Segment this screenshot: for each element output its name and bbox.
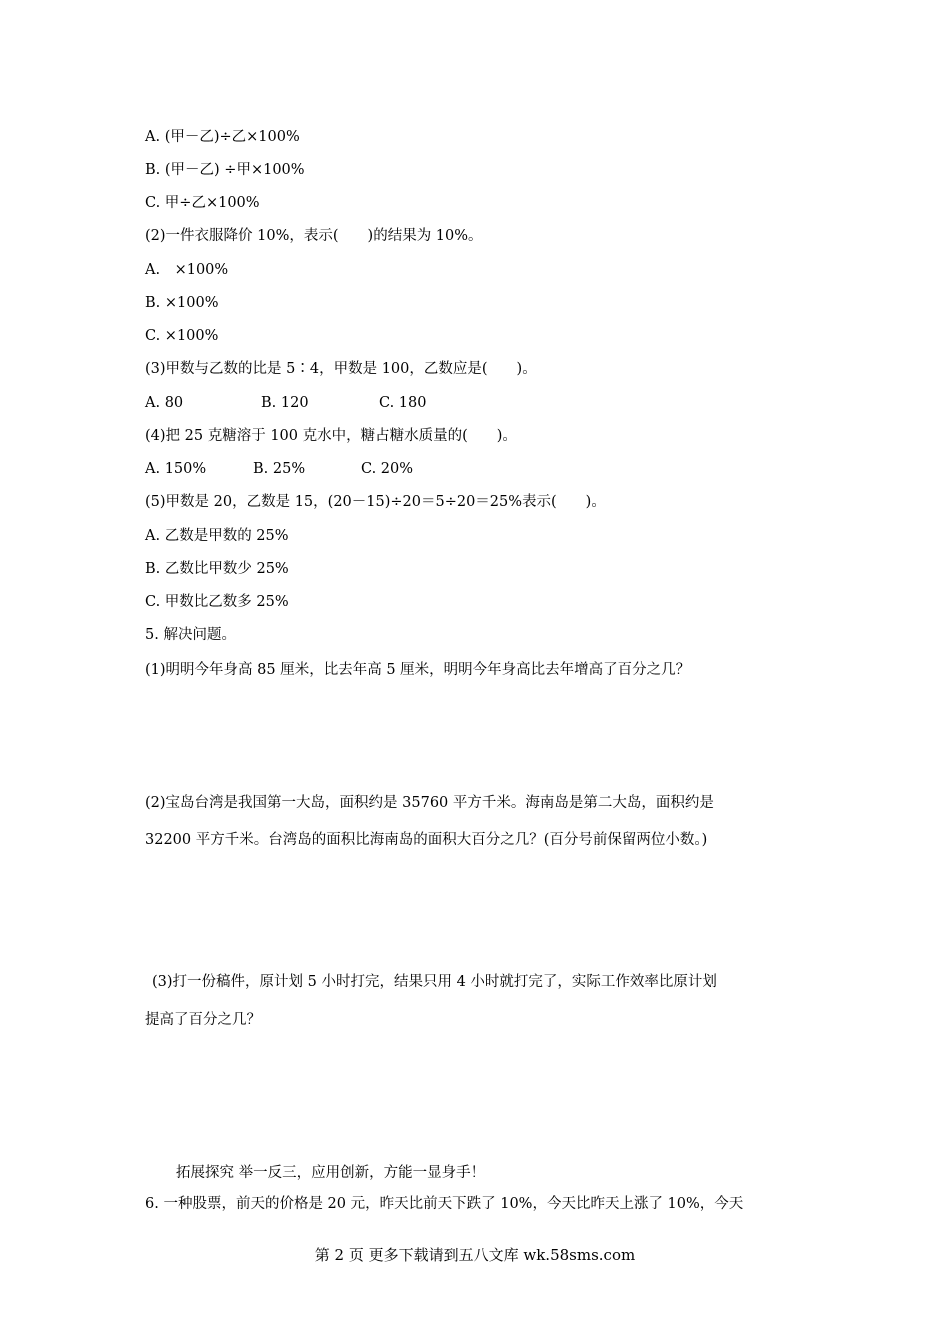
q4-1-option-a: A. (甲－乙)÷乙×100% [145, 129, 300, 145]
q4-3-option-b: B. 120 [261, 395, 309, 411]
q4-4-stem: (4)把 25 克糖溶于 100 克水中，糖占糖水质量的( )。 [145, 428, 517, 444]
q5-title: 5. 解决问题。 [145, 627, 236, 643]
q4-4-option-c: C. 20% [361, 461, 414, 477]
q4-1-option-b: B. (甲－乙) ÷甲×100% [145, 162, 305, 178]
q5-problem-2-line-1: (2)宝岛台湾是我国第一大岛，面积约是 35760 平方千米。海南岛是第二大岛，面积约是 [145, 795, 714, 811]
q4-2-stem: (2)一件衣服降价 10%，表示( )的结果为 10%。 [145, 228, 483, 244]
q4-5-option-b: B. 乙数比甲数少 25% [145, 561, 289, 577]
q4-5-stem: (5)甲数是 20，乙数是 15，(20－15)÷20＝5÷20＝25%表示( )。 [145, 494, 606, 510]
q5-problem-2-line-2: 32200 平方千米。台湾岛的面积比海南岛的面积大百分之几？(百分号前保留两位小数。) [145, 832, 708, 848]
extension-heading: 拓展探究 举一反三，应用创新，方能一显身手！ [176, 1165, 486, 1181]
q5-problem-3-line-2: 提高了百分之几？ [145, 1012, 261, 1028]
q4-4-option-a: A. 150% [145, 461, 207, 477]
q4-2-option-b: B. ×100% [145, 295, 219, 311]
q4-1-option-c: C. 甲÷乙×100% [145, 195, 260, 211]
q4-3-option-c: C. 180 [379, 395, 427, 411]
q4-2-option-c: C. ×100% [145, 328, 219, 344]
q4-3-option-a: A. 80 [145, 395, 184, 411]
q4-2-option-a: A. ×100% [145, 262, 229, 278]
page-footer: 第 2 页 更多下载请到五八文库 wk.58sms.com [314, 1246, 636, 1264]
q4-4-option-b: B. 25% [253, 461, 306, 477]
q4-3-stem: (3)甲数与乙数的比是 5∶4，甲数是 100，乙数应是( )。 [145, 361, 537, 377]
q4-5-option-a: A. 乙数是甲数的 25% [145, 528, 289, 544]
q5-problem-1: (1)明明今年身高 85 厘米，比去年高 5 厘米，明明今年身高比去年增高了百分之几？ [145, 662, 691, 678]
q4-5-option-c: C. 甲数比乙数多 25% [145, 594, 289, 610]
q6-stem: 6. 一种股票，前天的价格是 20 元，昨天比前天下跌了 10%，今天比昨天上涨了 10%，今天 [145, 1196, 744, 1212]
q4-4-options [145, 459, 413, 479]
q5-problem-3-line-1: (3)打一份稿件，原计划 5 小时打完，结果只用 4 小时就打完了，实际工作效率比原计划 [152, 974, 717, 990]
q4-3-options [145, 393, 426, 413]
